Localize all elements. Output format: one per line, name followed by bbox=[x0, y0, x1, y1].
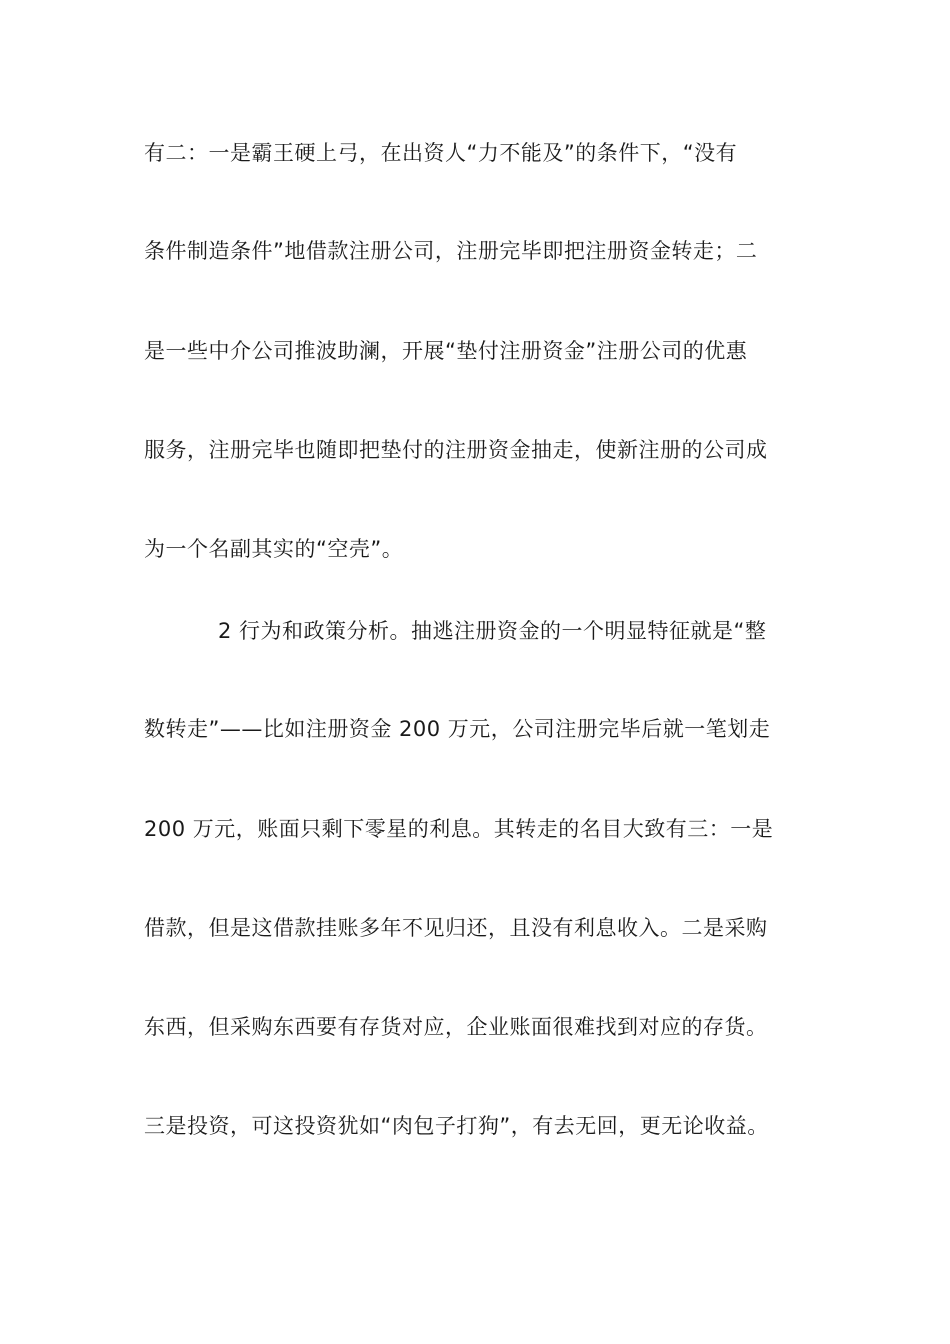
text-line: 条件制造条件”地借款注册公司，注册完毕即把注册资金转走；二 bbox=[144, 239, 758, 263]
text-line: 借款，但是这借款挂账多年不见归还，且没有利息收入。二是采购 bbox=[144, 916, 768, 940]
text-line: 有二：一是霸王硬上弓，在出资人“力不能及”的条件下，“没有 bbox=[144, 141, 738, 165]
text-line: 服务，注册完毕也随即把垫付的注册资金抽走，使新注册的公司成 bbox=[144, 438, 768, 462]
text-line: 三是投资，可这投资犹如“肉包子打狗”，有去无回，更无论收益。 bbox=[144, 1114, 769, 1138]
paragraph-start-line: 2 行为和政策分析。抽逃注册资金的一个明显特征就是“整 bbox=[218, 619, 767, 643]
text-line: 为一个名副其实的“空壳”。 bbox=[144, 537, 404, 561]
text-line: 200 万元，账面只剩下零星的利息。其转走的名目大致有三：一是 bbox=[144, 817, 774, 841]
text-line: 是一些中介公司推波助澜，开展“垫付注册资金”注册公司的优惠 bbox=[144, 339, 748, 363]
text-line: 东西，但采购东西要有存货对应，企业账面很难找到对应的存货。 bbox=[144, 1015, 768, 1039]
text-line: 数转走”——比如注册资金 200 万元，公司注册完毕后就一笔划走 bbox=[144, 717, 771, 741]
